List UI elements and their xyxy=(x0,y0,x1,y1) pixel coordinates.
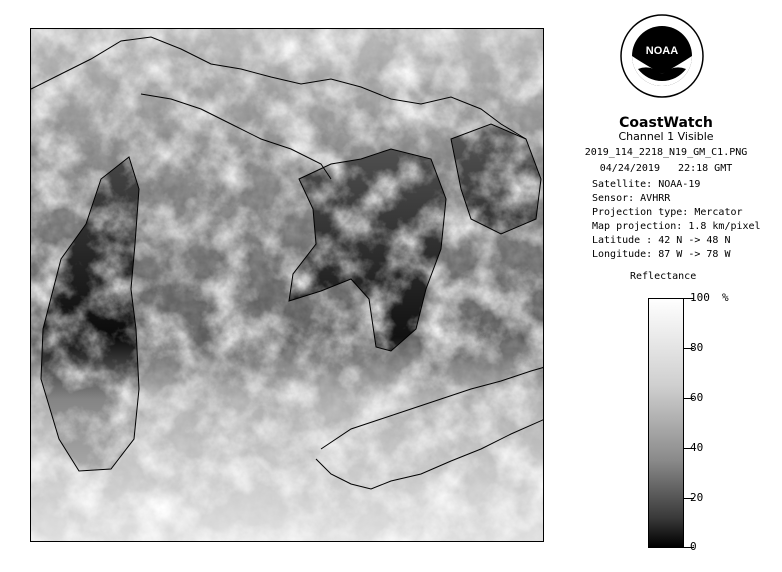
colorbar-label-40: 40 xyxy=(690,441,704,454)
colorbar-label-80: 80 xyxy=(690,341,704,354)
date-text: 04/24/2019 xyxy=(599,163,660,174)
legend-title: Reflectance xyxy=(630,271,697,282)
satellite-image-map xyxy=(30,28,544,542)
logo-text: NOAA xyxy=(645,45,679,57)
info-longitude: Longitude: 87 W -> 78 W xyxy=(592,249,731,260)
colorbar-label-100: 100 xyxy=(690,291,710,304)
file-name: 2019_114_2218_N19_GM_C1.PNG xyxy=(584,147,748,158)
info-sensor: Sensor: AVHRR xyxy=(592,193,671,204)
colorbar-label-60: 60 xyxy=(690,391,704,404)
date-time xyxy=(566,162,766,176)
app-title: CoastWatch xyxy=(619,115,713,131)
info-map-projection: Map projection: 1.8 km/pixel xyxy=(592,221,761,232)
info-satellite: Satellite: NOAA-19 xyxy=(592,179,701,190)
info-latitude: Latitude : 42 N -> 48 N xyxy=(592,235,731,246)
reflectance-colorbar xyxy=(648,298,684,548)
legend-unit: % xyxy=(722,291,729,304)
colorbar-label-20: 20 xyxy=(690,491,704,504)
colorbar-label-0: 0 xyxy=(690,540,697,553)
time-text: 22:18 GMT xyxy=(678,163,733,174)
noaa-logo-icon xyxy=(620,14,704,98)
map-svg xyxy=(31,29,544,542)
info-projection-type: Projection type: Mercator xyxy=(592,207,743,218)
cloud-haze xyxy=(31,29,544,542)
channel-subtitle: Channel 1 Visible xyxy=(618,130,714,143)
